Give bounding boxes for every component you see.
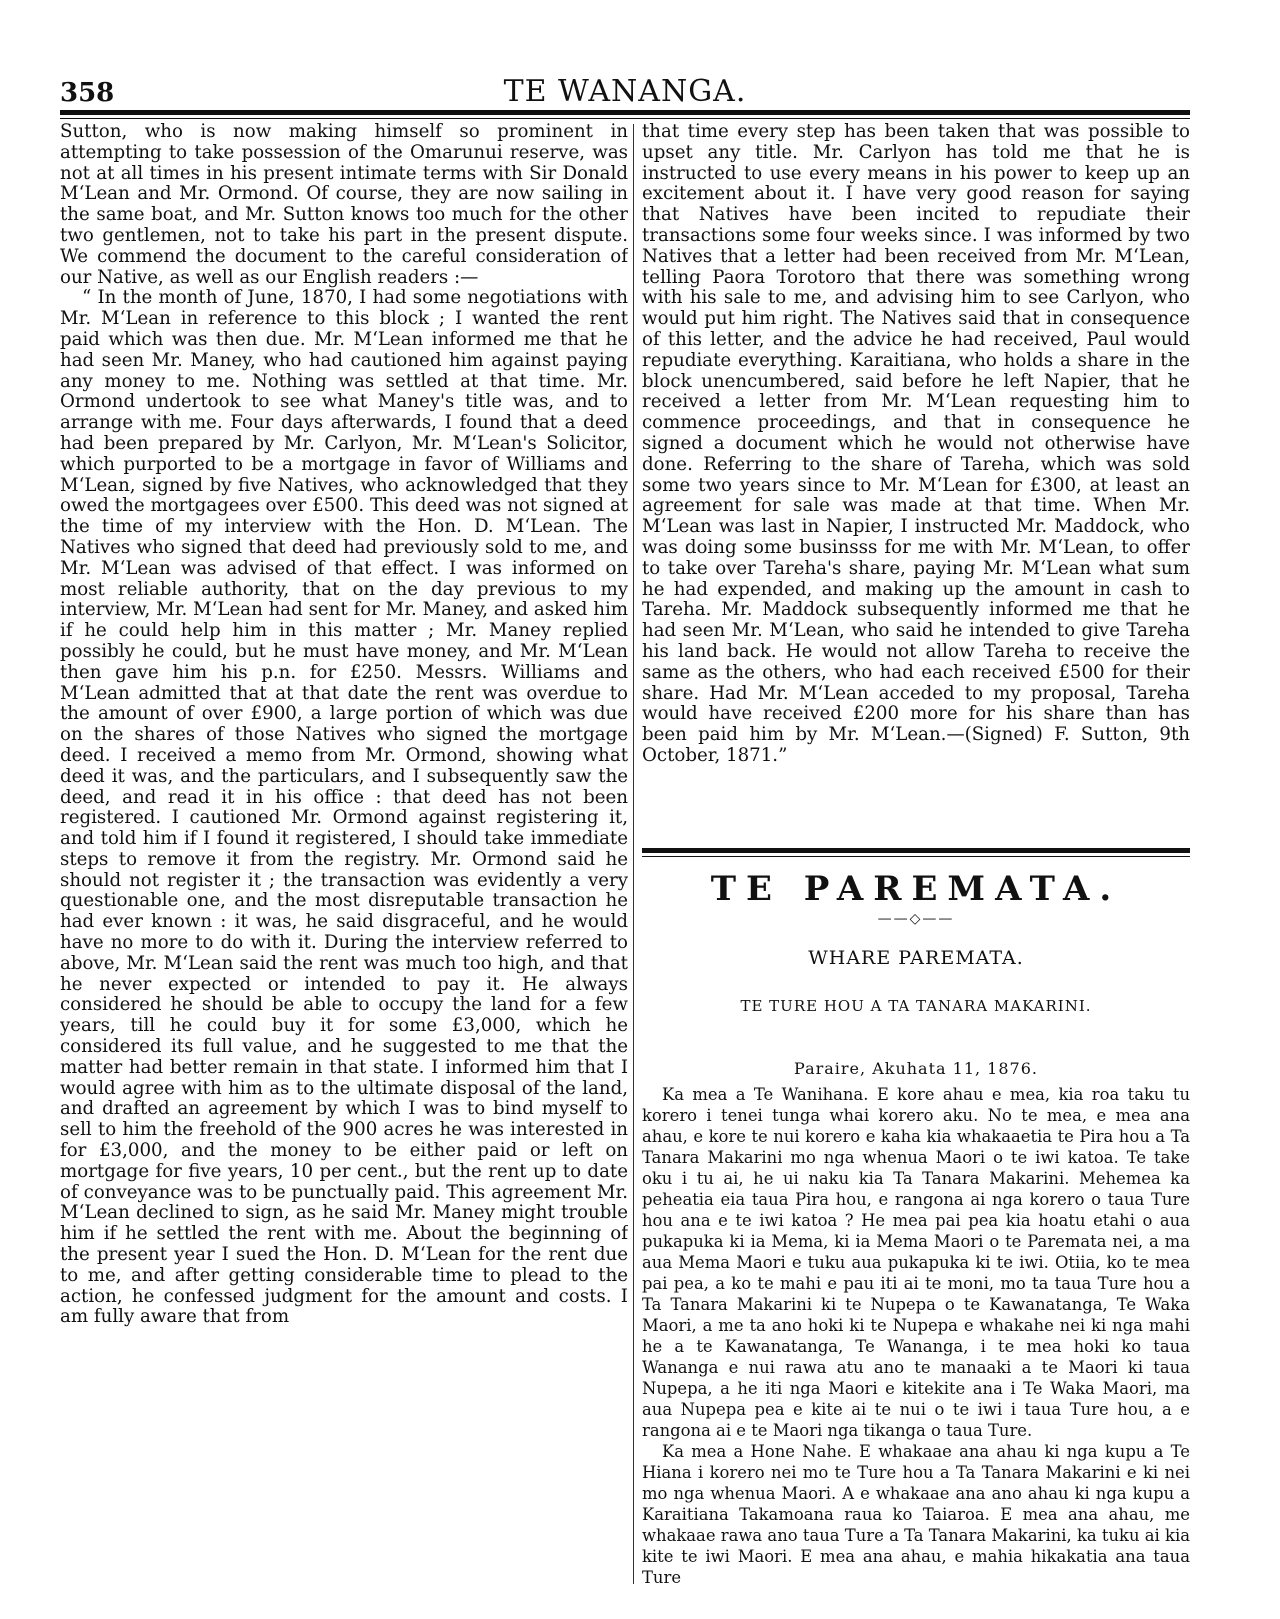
section-subtitle: WHARE PAREMATA. (808, 947, 1024, 969)
right-column (642, 122, 1190, 1592)
continuation-paragraph: that time every step has been taken that was possible to upset any title. Mr. Carlyon has told me that he is instructed to use every means in his power to keep up an excitement about it. I have very good reason for saying that Natives have been incited to repudiate their transactions some four weeks since. I was informed by two Natives that a letter had been received from Mr. M‘Lean, telling Paora Torotoro that there was something wrong with his sale to me, and advising him to see Carlyon, who would put him right. The Natives said that in consequence of this letter, and the advice he had received, Paul would repudiate everything. Karaitiana, who holds a share in the block unencumbered, said before he left Napier, that he received a letter from Mr. M‘Lean requesting him to commence proceedings, and that in consequence he signed a document which he would not otherwise have done. Referring to the share of Tareha, which was sold some two years since to Mr. M‘Lean for £300, at least an agreement for sale was made at that time. When Mr. M‘Lean was last in Napier, I instructed Mr. Maddock, who was doing some businsss for me with Mr. M‘Lean, to offer to take over Tareha's share, paying Mr. M‘Lean what sum he had expended, and making up the amount in cash to Tareha. Mr. Maddock subsequently informed me that he had seen Mr. M‘Lean, who said he intended to give Tareha his land back. He would not allow Tareha to receive the same as the others, who had each received £500 for their share. Had Mr. M‘Lean acceded to my proposal, Tareha would have received £200 more for his share than has been paid him by Mr. M‘Lean.—(Signed) F. Sutton, 9th October, 1871.” (642, 122, 1190, 766)
ornament-divider: ——◇—— (877, 911, 955, 927)
body-paragraph: Ka mea a Hone Nahe. E whakaae ana ahau ki nga kupu a Te Hiana i korero nei mo te Ture hou a Ta Tanara Makarini e ki nei mo nga whenua Maori. A e whakaae ana ano ahau ki nga kupu a Karaitiana Takamoana raua ko Taiaroa. E mea ana ahau, me whakaae rawa ano taua Ture a Ta Tanara Makarini, ka tuku ai kia kite te iwi Maori. E mea ana ahau, e mahia hikakatia ana taua Ture (642, 1442, 1190, 1587)
body-paragraph: Ka mea a Te Wanihana. E kore ahau e mea, kia roa taku tu korero i tenei tunga whai korero aku. No te mea, e mea ana ahau, e kore te nui korero e kaha kia whakaaetia te Pira hou a Ta Tanara Makarini mo nga whenua Maori o te iwi katoa. Te take oku i tu ai, he ui naku kia Ta Tanara Makarini. Mehemea ka peheatia eia taua Pira hou, e rangona ai nga korero o taua Ture hou ana e te iwi katoa ? He mea pai pea kia hoatu etahi o aua pukapuka ki ia Mema, ki ia Mema Maori o te Paremata nei, a ma aua Mema Maori e tuku aua pukapuka ki te iwi. Otiia, ko te mea pai pea, a ko te mahi e pau iti ai te moni, mo ta taua Ture hou a Ta Tanara Makarini ki te Nupepa o te Kawanatanga, Te Waka Maori, a me ta ano hoki ki te Nupepa e whakahe nei ki nga mahi he a te Kawanatanga, Te Wananga, i te mea hoki ko taua Wananga e nui rawa atu ano te manaaki a te Maori ki taua Nupepa, a he iti nga Maori e kitekite ana i Te Waka Maori, ma aua Nupepa pea e kite ai te nui o te iwi i taua Ture hou, a e rangona ai e te Maori nga tikanga o taua Ture. (642, 1085, 1190, 1440)
right-continuation (642, 122, 1190, 834)
section-subtitle-2: TE TURE HOU A TA TANARA MAKARINI. (740, 997, 1092, 1015)
running-title: TE WANANGA. (503, 74, 747, 109)
page-header (60, 74, 1190, 112)
section-rule (642, 848, 1190, 853)
header-rule (60, 110, 1190, 115)
column-divider (633, 124, 634, 1584)
header-rule-thin (60, 118, 1190, 119)
left-paragraph: “ In the month of June, 1870, I had some negotiations with Mr. M‘Lean in reference to this block ; I wanted the rent paid which was then due. Mr. M‘Lean informed me that he had seen Mr. Maney, who had cautioned him against paying any money to me. Nothing was settled at that time. Mr. Ormond undertook to see what Maney's title was, and to arrange with me. Four days afterwards, I found that a deed had been prepared by Mr. Carlyon, Mr. M‘Lean's Solicitor, which purported to be a mortgage in favor of Williams and M‘Lean, signed by five Natives, who acknowledged that they owed the mortgagees over £500. This deed was not signed at the time of my interview with the Hon. D. M‘Lean. The Natives who signed that deed had previously sold to me, and Mr. M‘Lean was advised of that effect. I was informed on most reliable authority, that on the day previous to my interview, Mr. M‘Lean had sent for Mr. Maney, and asked him if he could help him in this matter ; Mr. Maney replied possibly he could, but he must have money, and Mr. M‘Lean then gave him his p.n. for £250. Messrs. Williams and M‘Lean admitted that at that date the rent was overdue to the amount of over £900, a large portion of which was due on the shares of those Natives who signed the mortgage deed. I received a memo from Mr. Ormond, showing what deed it was, and the particulars, and I subsequently saw the deed, and read it in his office : that deed has not been registered. I cautioned Mr. Ormond against registering it, and told him if I found it registered, I should take immediate steps to remove it from the registry. Mr. Ormond said he should not register it ; the transaction was evidently a very questionable one, and the most disreputable transaction he had ever known : it was, he said disgraceful, and he would have no more to do with it. During the interview referred to above, Mr. M‘Lean said the rent was much too high, and that he never expected or intended to pay it. He always considered he should be able to occupy the land for a few years, till he could buy it for some £3,000, which he considered its full value, and he suggested to me that the matter had better remain in that state. I informed him that I would agree with him as to the ultimate disposal of the land, and drafted an agreement by which I was to bind myself to sell to him the freehold of the 900 acres he was interested in for £3,000, and the money to be either paid or left on mortgage for five years, 10 per cent., but the rent up to date of conveyance was to be punctually paid. This agreement Mr. M‘Lean declined to sign, as he said Mr. Maney might trouble him if he settled the rent with me. About the beginning of the present year I sued the Hon. D. M‘Lean for the rent due to me, and after getting considerable time to plead to the action, he confessed judgment for the amount and costs. I am fully aware that from (60, 287, 628, 1328)
section-title: TE PAREMATA. (710, 869, 1122, 909)
left-column (60, 122, 628, 1592)
left-paragraph: Sutton, who is now making himself so prominent in attempting to take possession of the Omarunui reserve, was not at all times in his present intimate terms with Sir Donald M‘Lean and Mr. Ormond. Of course, they are now sailing in the same boat, and Mr. Sutton knows too much for the other two gentlemen, not to take his part in the present dispute. We commend the document to the careful consideration of our Native, as well as our English readers :— (60, 122, 628, 288)
page-number: 358 (60, 78, 115, 108)
dateline: Paraire, Akuhata 11, 1876. (794, 1059, 1038, 1078)
section-rule-thin (642, 856, 1190, 857)
right-body (642, 1084, 1190, 1592)
